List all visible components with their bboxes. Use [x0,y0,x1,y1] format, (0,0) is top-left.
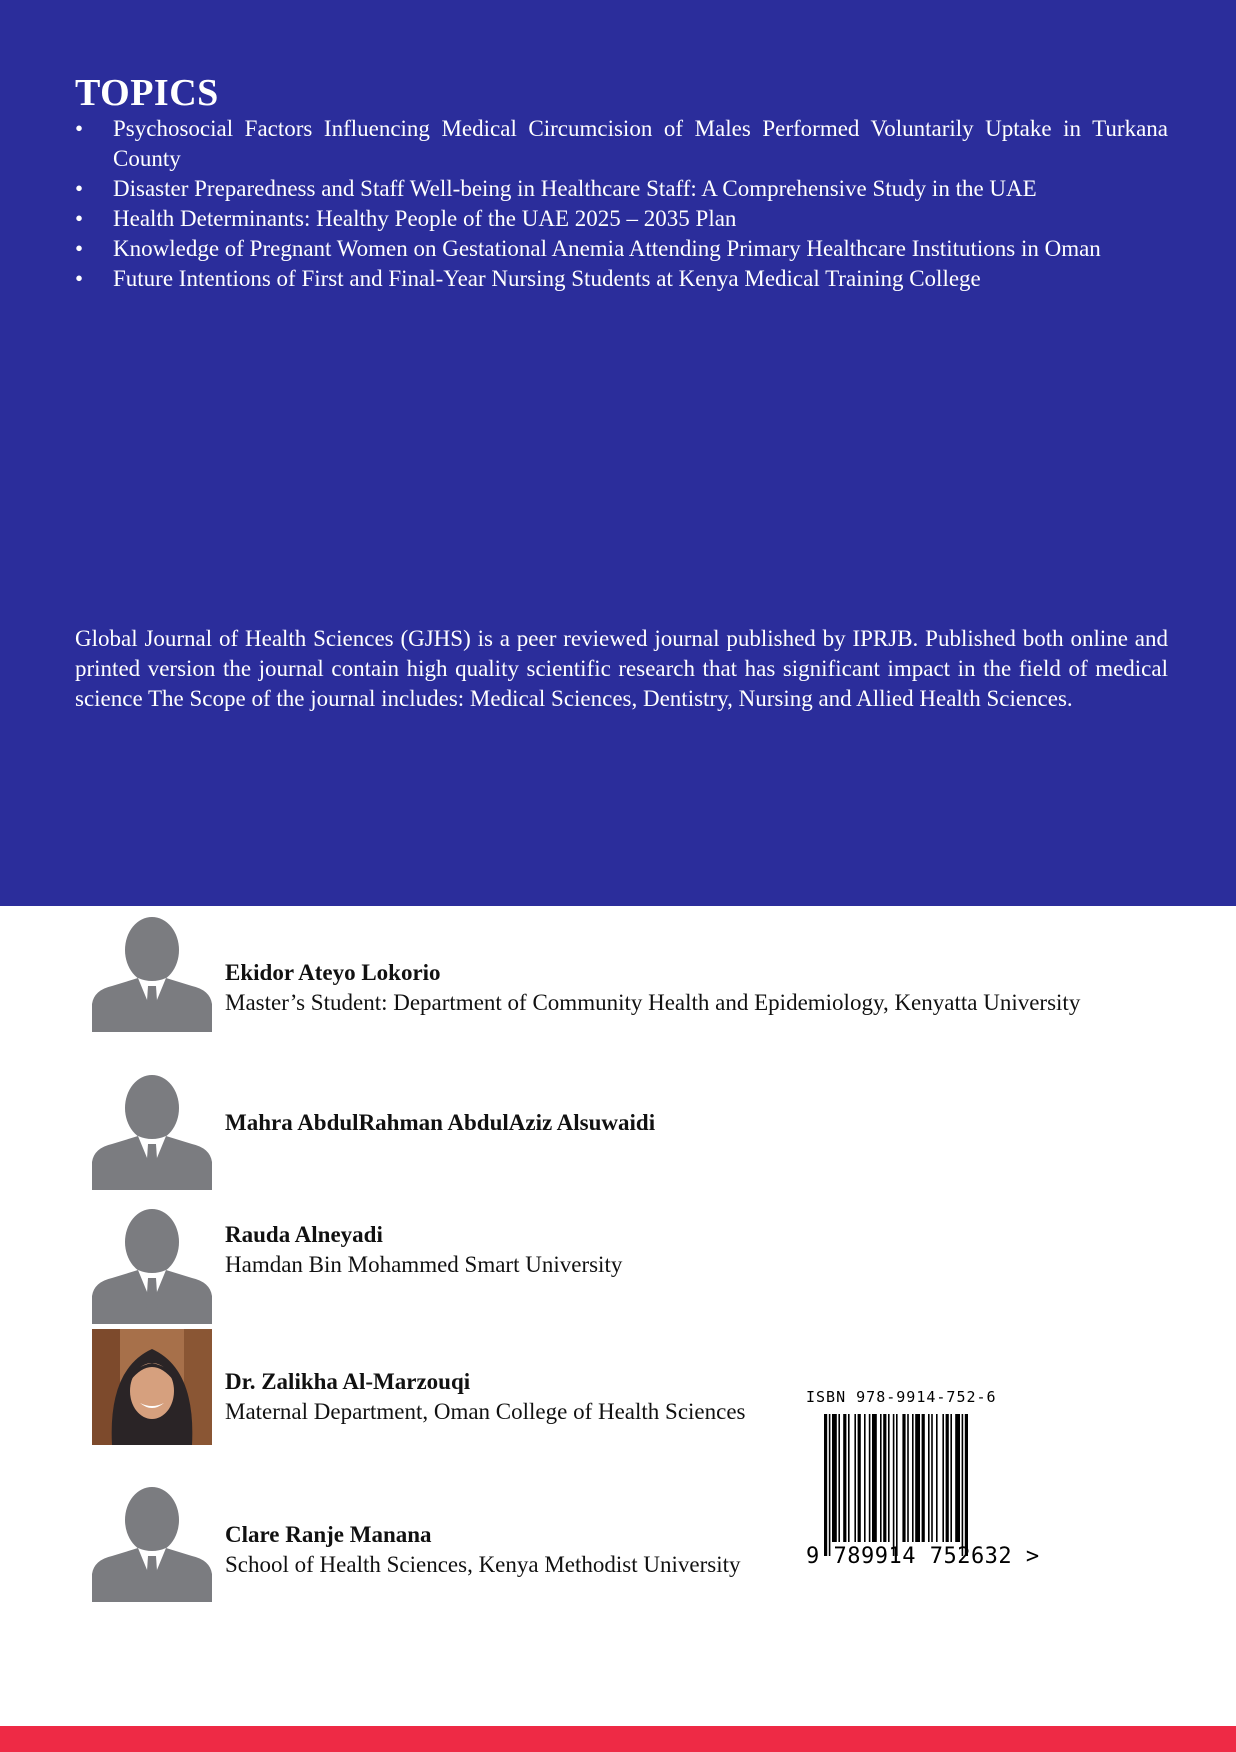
topic-item: • Knowledge of Pregnant Women on Gestational Anemia Attending Primary Healthcare Institutions in Oman [75,234,1168,264]
author-name: Ekidor Ateyo Lokorio [225,960,441,985]
topic-item: • Health Determinants: Healthy People of the UAE 2025 – 2035 Plan [75,204,1168,234]
author-affiliation: Master’s Student: Department of Community Health and Epidemiology, Kenyatta University [225,990,1081,1015]
topic-item: • Psychosocial Factors Influencing Medical Circumcision of Males Performed Voluntarily Uptake in Turkana County [75,114,1168,174]
author-affiliation: Hamdan Bin Mohammed Smart University [225,1252,623,1277]
author-entry [92,916,1081,1036]
person-silhouette-icon [92,1208,212,1324]
bottom-strip [0,1726,1236,1752]
author-entry [92,1329,892,1449]
author-affiliation: School of Health Sciences, Kenya Methodist University [225,1552,741,1577]
author-affiliation: Maternal Department, Oman College of Health Sciences [225,1399,746,1424]
person-silhouette-icon [92,916,212,1032]
person-silhouette-icon [92,1486,212,1602]
author-entry [92,1486,892,1606]
author-list [0,906,1236,1726]
author-name: Dr. Zalikha Al-Marzouqi [225,1369,471,1394]
author-name: Rauda Alneyadi [225,1222,383,1247]
topic-item: • Future Intentions of First and Final-Year Nursing Students at Kenya Medical Training College [75,264,1168,294]
topics-heading: TOPICS [75,72,219,114]
topics-list [75,114,1168,294]
author-entry [92,1074,892,1194]
journal-description: Global Journal of Health Sciences (GJHS) is a peer reviewed journal published by IPRJB. Published both online and printed version the journal contain high quality scientific research that has significant impact in the field of medical science The Scope of the journal includes: Medical Sciences, Dentistry, Nursing and Allied Health Sciences. [75,626,1168,711]
person-silhouette-icon [92,1074,212,1190]
isbn-label: ISBN 978-9914-752-6 [806,1388,997,1406]
barcode-bars-icon [824,1414,1024,1556]
barcode-digits: 9 789914 752632 > [806,1544,1040,1569]
author-name: Mahra AbdulRahman AbdulAziz Alsuwaidi [225,1110,656,1135]
author-name: Clare Ranje Manana [225,1522,432,1547]
author-photo [92,1329,212,1445]
topic-item: • Disaster Preparedness and Staff Well-being in Healthcare Staff: A Comprehensive Study in the UAE [75,174,1168,204]
isbn-barcode [806,1388,1040,1572]
author-entry [92,1208,892,1328]
